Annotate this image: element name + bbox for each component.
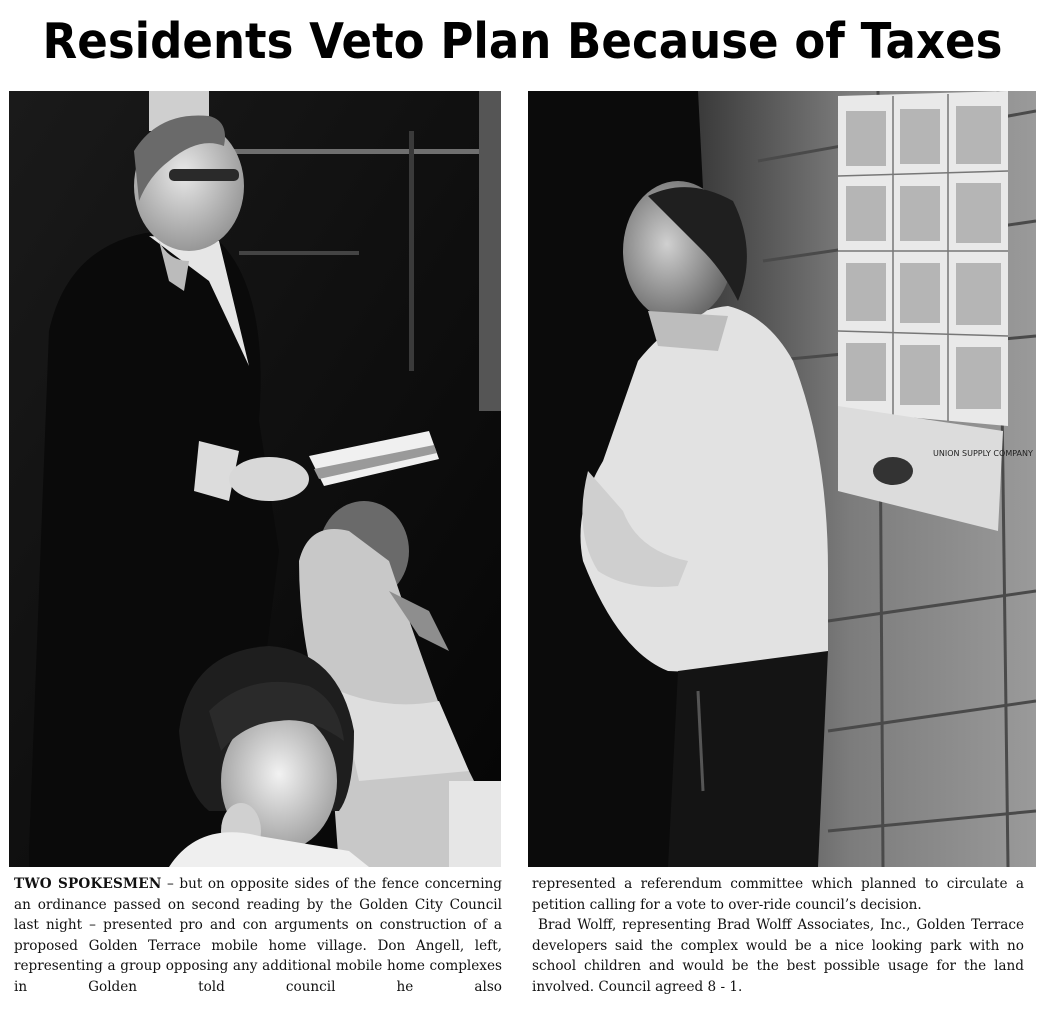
caption-right-column — [532, 874, 1024, 998]
caption-left-text: – but on opposite sides of the fence concerning an ordinance passed on second reading by the Golden City Council last night – presented pro and con arguments on construction of a proposed Golden Terrace mobile home village. Don Angell, left, representing a group opposing any additional mobile home complexes in Golden told council he also — [14, 876, 502, 995]
caption-right-text: represented a referendum committee which planned to circulate a petition calling for a vote to over-ride council’s decision. — [532, 876, 1024, 913]
caption-left-column — [14, 874, 502, 998]
caption-lead: TWO SPOKESMEN — [14, 876, 162, 892]
headline: Residents Veto Plan Because of Taxes — [42, 13, 1003, 70]
photo-right-drawing — [528, 91, 1036, 867]
photo-left-drawing — [9, 91, 501, 867]
calendar-sign-text: UNION SUPPLY COMPANY — [933, 449, 1033, 458]
photo-right — [528, 91, 1036, 867]
photo-left — [9, 91, 501, 867]
caption-right-text-2: Brad Wolff, representing Brad Wolff Associates, Inc., Golden Terrace developers said the complex would be a nice looking park with no school children and would be the best possible usage for the land involved. Council agreed 8 - 1. — [532, 917, 1024, 995]
